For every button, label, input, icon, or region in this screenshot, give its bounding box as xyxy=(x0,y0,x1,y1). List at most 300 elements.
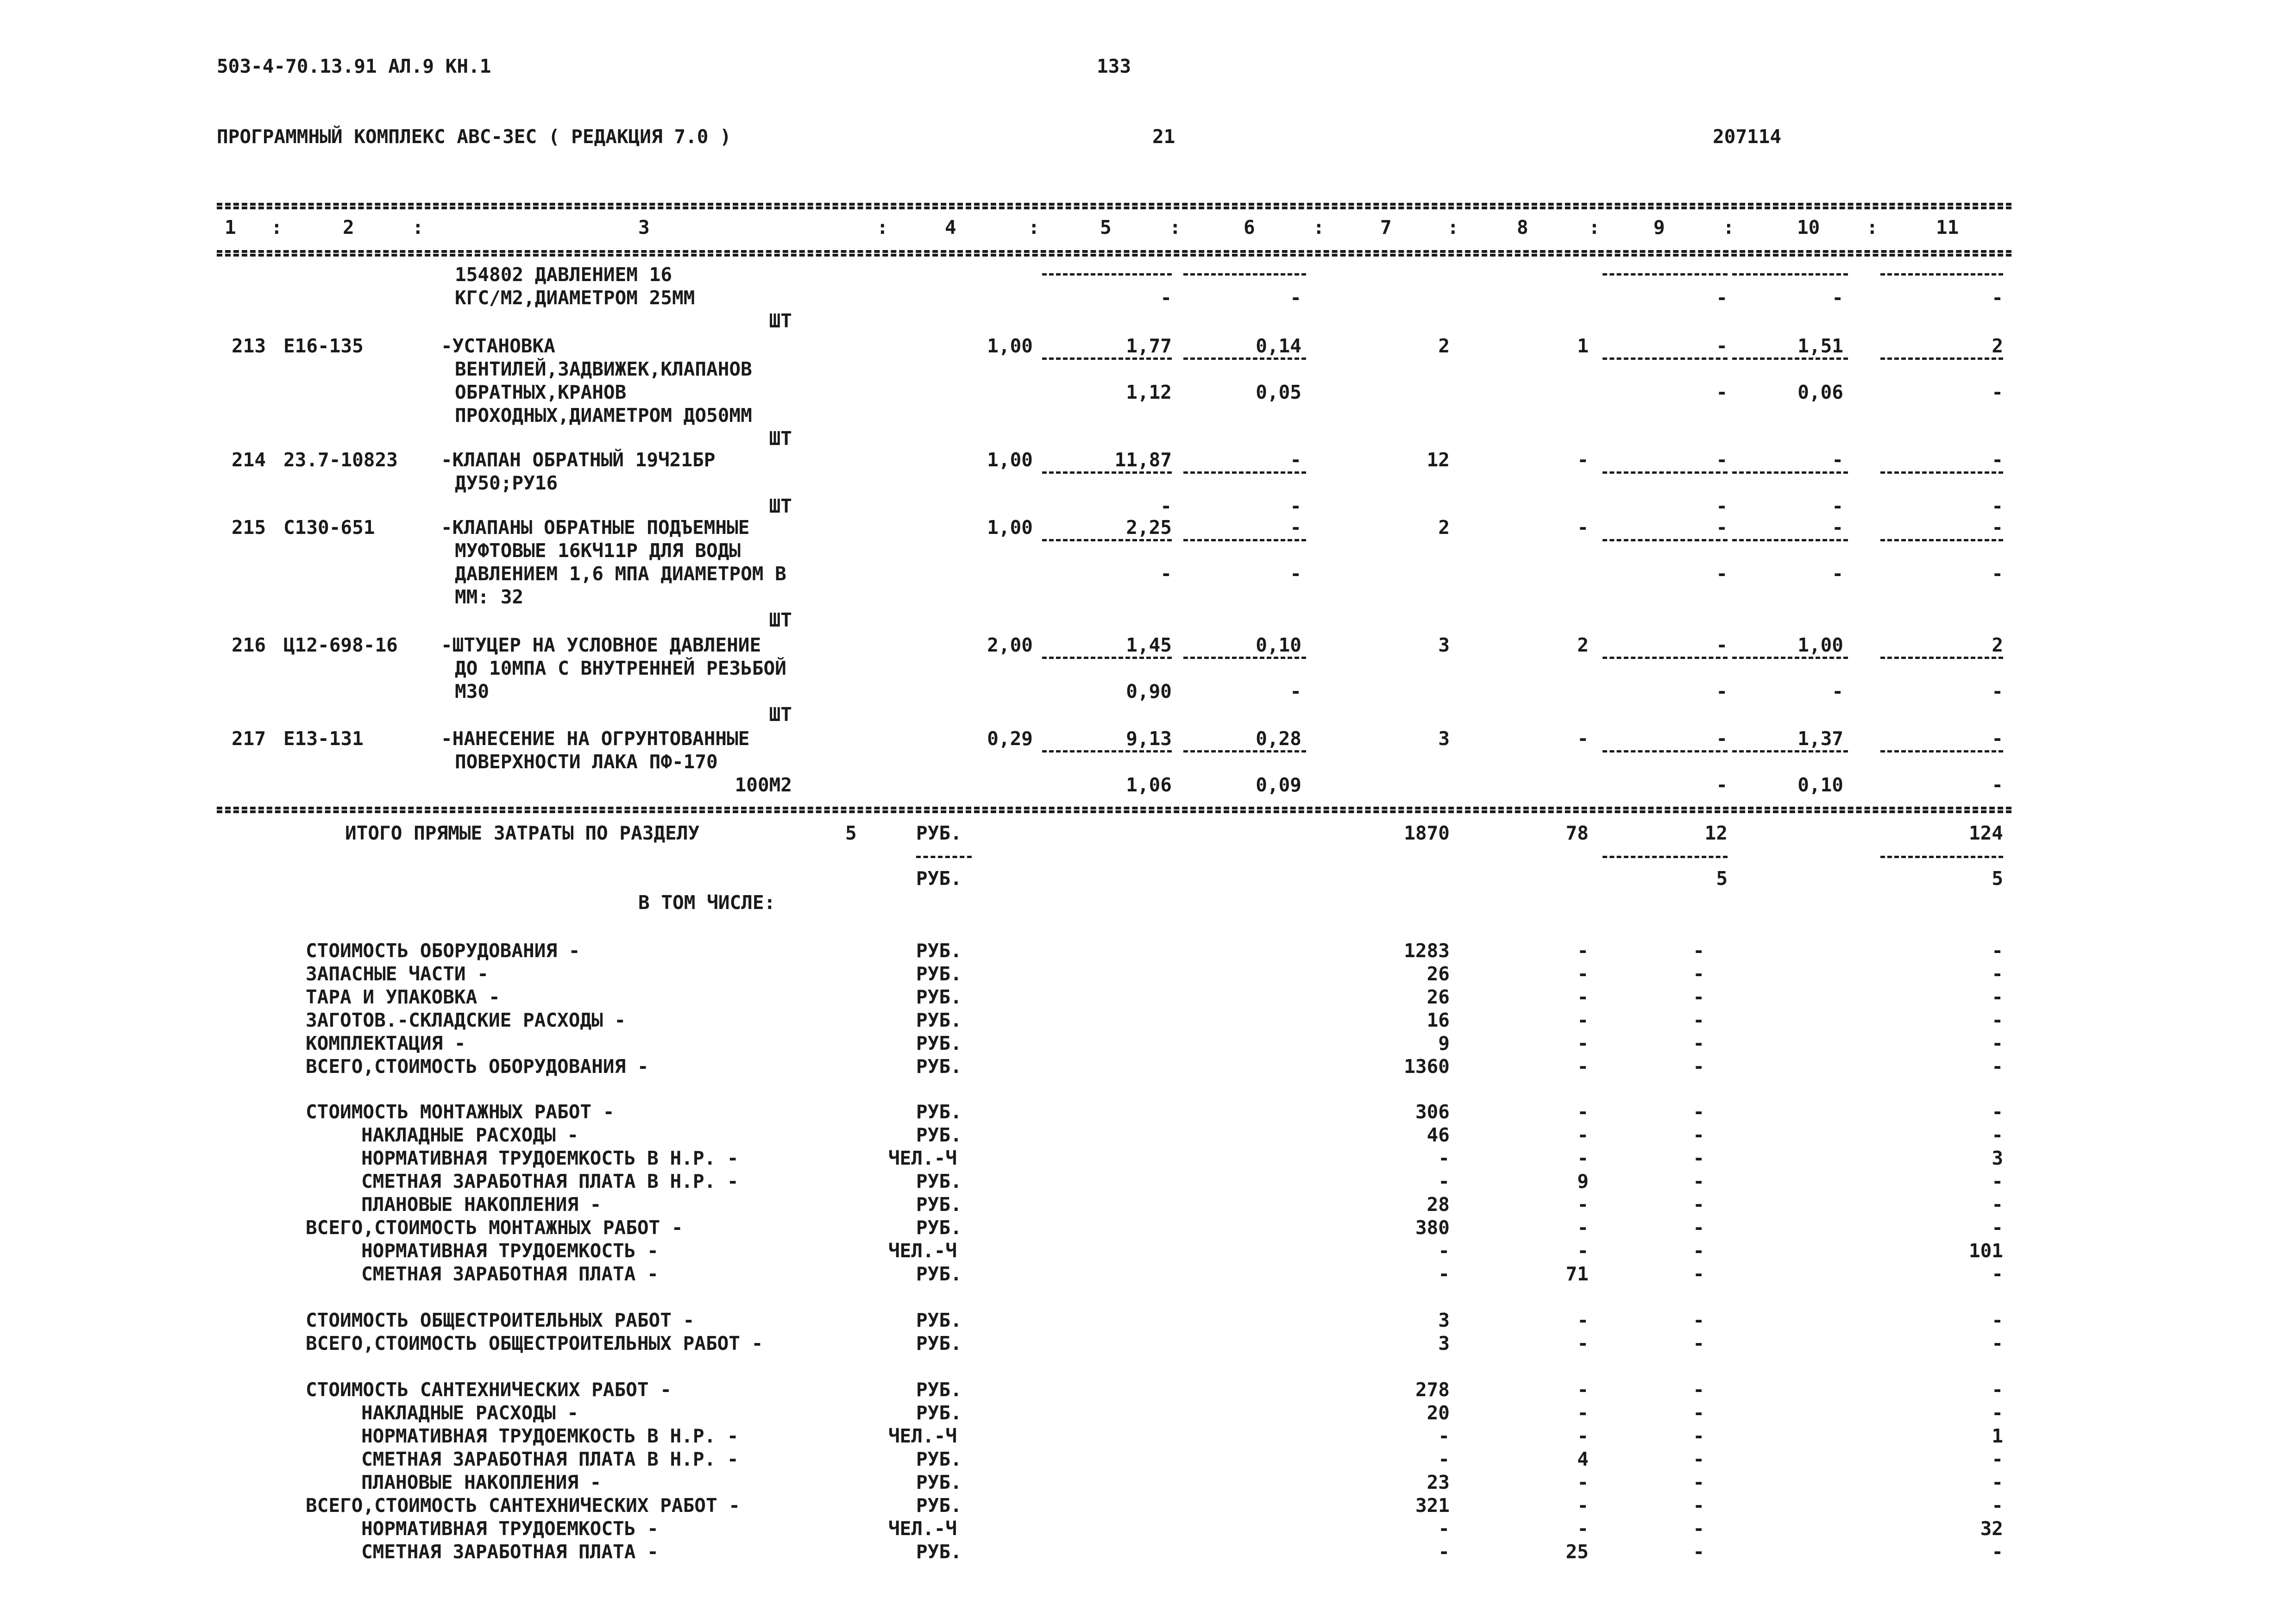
item-unit: 100М2 xyxy=(735,774,792,796)
summary-col7: 46 xyxy=(1427,1124,1450,1146)
summary-col7: - xyxy=(1438,1448,1450,1470)
item-desc-line: М30 xyxy=(455,680,490,702)
summary-unit: РУБ. xyxy=(916,1494,962,1517)
summary-unit: РУБ. xyxy=(916,1101,962,1123)
totals-col11: 124 xyxy=(1968,822,2003,844)
doc-code: 503-4-70.13.91 АЛ.9 КН.1 xyxy=(217,55,491,77)
summary-col7: 278 xyxy=(1415,1379,1450,1401)
item-qty: 0,29 xyxy=(987,727,1033,750)
totals-section: 5 xyxy=(845,822,857,844)
item-c7: 2 xyxy=(1438,516,1450,539)
summary-label: КОМПЛЕКТАЦИЯ - xyxy=(306,1032,466,1054)
item-c9-rule xyxy=(1603,539,1728,541)
item-c11: - xyxy=(1992,516,2003,539)
item-desc-line: ДО 10МПА С ВНУТРЕННЕЙ РЕЗЬБОЙ xyxy=(455,657,786,679)
summary-col7: - xyxy=(1438,1147,1450,1169)
summary-label: СМЕТНАЯ ЗАРАБОТНАЯ ПЛАТА - xyxy=(361,1263,659,1285)
column-number-4: 4 xyxy=(945,216,956,238)
item-c11-rule xyxy=(1880,471,2003,474)
item-c9-rule xyxy=(1603,471,1728,474)
totals-unit: РУБ. xyxy=(916,822,962,844)
continuation-desc-line: 154802 ДАВЛЕНИЕМ 16 xyxy=(455,263,672,286)
summary-unit: РУБ. xyxy=(916,1055,962,1078)
item-unit: ШТ xyxy=(769,703,792,726)
item-number: 215 xyxy=(232,516,266,539)
summary-col7: - xyxy=(1438,1240,1450,1262)
summary-label: НОРМАТИВНАЯ ТРУДОЕМКОСТЬ В Н.Р. - xyxy=(361,1147,739,1169)
summary-col9: - xyxy=(1693,1332,1704,1354)
column-number-9: 9 xyxy=(1653,216,1665,238)
item-qty: 1,00 xyxy=(987,449,1033,471)
summary-unit: ЧЕЛ.-Ч xyxy=(888,1425,957,1447)
summary-col9: - xyxy=(1693,1124,1704,1146)
totals-col8: 78 xyxy=(1565,822,1589,844)
item-c5-rule xyxy=(1042,539,1172,541)
column-separator: : xyxy=(412,216,424,238)
item-c10: - xyxy=(1832,516,1843,539)
item-c7: 2 xyxy=(1438,335,1450,357)
continuation-col11-rule xyxy=(1880,273,2003,276)
summary-col11: - xyxy=(1992,1009,2003,1031)
summary-col8: - xyxy=(1577,940,1589,962)
column-number-8: 8 xyxy=(1517,216,1528,238)
item-c9b: - xyxy=(1716,563,1728,585)
item-c6b: - xyxy=(1290,495,1301,517)
item-qty: 1,00 xyxy=(987,516,1033,539)
item-desc-line: -УСТАНОВКА xyxy=(441,335,555,357)
item-qty: 1,00 xyxy=(987,335,1033,357)
item-c10-rule xyxy=(1732,657,1848,659)
summary-col7: 3 xyxy=(1438,1309,1450,1331)
item-c5: 9,13 xyxy=(1126,727,1172,750)
item-c5b: - xyxy=(1160,495,1172,517)
item-c6: - xyxy=(1290,449,1301,471)
summary-col11: 101 xyxy=(1968,1240,2003,1262)
summary-unit: РУБ. xyxy=(916,1193,962,1216)
column-number-1: 1 xyxy=(225,216,236,238)
summary-col7: 23 xyxy=(1427,1471,1450,1493)
item-c6-rule xyxy=(1183,471,1306,474)
summary-unit: РУБ. xyxy=(916,1124,962,1146)
summary-col8: - xyxy=(1577,1379,1589,1401)
item-c7: 3 xyxy=(1438,727,1450,750)
item-c5-rule xyxy=(1042,657,1172,659)
summary-col8: - xyxy=(1577,1517,1589,1540)
item-c5b: - xyxy=(1160,563,1172,585)
item-c6: 0,28 xyxy=(1256,727,1301,750)
continuation-c6-dash: - xyxy=(1290,287,1301,309)
summary-label: ТАРА И УПАКОВКА - xyxy=(306,986,500,1008)
summary-col8: - xyxy=(1577,1124,1589,1146)
summary-col7: 1283 xyxy=(1404,940,1450,962)
item-c6: 0,10 xyxy=(1256,634,1301,656)
summary-col9: - xyxy=(1693,1170,1704,1192)
item-desc-line: -НАНЕСЕНИЕ НА ОГРУНТОВАННЫЕ xyxy=(441,727,750,750)
item-c11b: - xyxy=(1992,495,2003,517)
totals-col11-b: 5 xyxy=(1992,867,2003,890)
summary-col8: - xyxy=(1577,1471,1589,1493)
continuation-c10-dash: - xyxy=(1832,287,1843,309)
header-bottom-rule xyxy=(217,250,2011,253)
summary-col11: - xyxy=(1992,1216,2003,1239)
summary-col7: - xyxy=(1438,1541,1450,1563)
summary-col9: - xyxy=(1693,1193,1704,1216)
summary-col9: - xyxy=(1693,1425,1704,1447)
summary-col11: - xyxy=(1992,1448,2003,1470)
item-c10: - xyxy=(1832,449,1843,471)
item-desc-line: ОБРАТНЫХ,КРАНОВ xyxy=(455,381,627,403)
summary-unit: РУБ. xyxy=(916,1263,962,1285)
totals-col11-rule xyxy=(1880,856,2003,858)
summary-label: СТОИМОСТЬ САНТЕХНИЧЕСКИХ РАБОТ - xyxy=(306,1379,672,1401)
summary-label: ВСЕГО,СТОИМОСТЬ ОБОРУДОВАНИЯ - xyxy=(306,1055,649,1078)
summary-col8: - xyxy=(1577,1309,1589,1331)
item-unit: ШТ xyxy=(769,495,792,517)
column-number-3: 3 xyxy=(638,216,650,238)
summary-col9: - xyxy=(1693,1379,1704,1401)
column-number-10: 10 xyxy=(1797,216,1820,238)
summary-label: ВСЕГО,СТОИМОСТЬ САНТЕХНИЧЕСКИХ РАБОТ - xyxy=(306,1494,740,1517)
summary-label: СМЕТНАЯ ЗАРАБОТНАЯ ПЛАТА В Н.Р. - xyxy=(361,1170,739,1192)
item-number: 214 xyxy=(232,449,266,471)
summary-col8: - xyxy=(1577,1009,1589,1031)
summary-unit: ЧЕЛ.-Ч xyxy=(888,1240,957,1262)
summary-col7: - xyxy=(1438,1517,1450,1540)
summary-unit: РУБ. xyxy=(916,1379,962,1401)
column-separator: : xyxy=(1169,216,1181,238)
continuation-unit: ШТ xyxy=(769,310,792,332)
item-qty: 2,00 xyxy=(987,634,1033,656)
item-c9: - xyxy=(1716,727,1728,750)
summary-unit: РУБ. xyxy=(916,1402,962,1424)
column-number-6: 6 xyxy=(1244,216,1255,238)
summary-col11: - xyxy=(1992,1402,2003,1424)
summary-col7: 321 xyxy=(1415,1494,1450,1517)
item-c5b: 1,12 xyxy=(1126,381,1172,403)
item-desc-line: ДУ50;РУ16 xyxy=(455,472,558,494)
item-c10: 1,00 xyxy=(1797,634,1843,656)
summary-label: НАКЛАДНЫЕ РАСХОДЫ - xyxy=(361,1124,578,1146)
summary-unit: РУБ. xyxy=(916,1170,962,1192)
item-c10b: - xyxy=(1832,680,1843,702)
item-c11: 2 xyxy=(1992,335,2003,357)
summary-col8: 4 xyxy=(1577,1448,1589,1470)
totals-col9-rule xyxy=(1603,856,1728,858)
summary-unit: РУБ. xyxy=(916,1471,962,1493)
item-c10-rule xyxy=(1732,750,1848,752)
summary-label: СТОИМОСТЬ ОБОРУДОВАНИЯ - xyxy=(306,940,580,962)
summary-col11: - xyxy=(1992,1193,2003,1216)
item-c5: 2,25 xyxy=(1126,516,1172,539)
summary-label: НАКЛАДНЫЕ РАСХОДЫ - xyxy=(361,1402,578,1424)
item-c8: - xyxy=(1577,516,1589,539)
item-desc-line: -ШТУЦЕР НА УСЛОВНОЕ ДАВЛЕНИЕ xyxy=(441,634,761,656)
summary-col11: - xyxy=(1992,963,2003,985)
summary-col7: 28 xyxy=(1427,1193,1450,1216)
summary-col7: 26 xyxy=(1427,986,1450,1008)
summary-col11: - xyxy=(1992,1032,2003,1054)
summary-col9: - xyxy=(1693,1541,1704,1563)
column-separator: : xyxy=(1313,216,1325,238)
summary-col8: - xyxy=(1577,1494,1589,1517)
page-number: 133 xyxy=(1097,55,1131,77)
item-c11: - xyxy=(1992,727,2003,750)
continuation-c11-dash: - xyxy=(1992,287,2003,309)
item-code: 23.7-10823 xyxy=(283,449,398,471)
item-c11: - xyxy=(1992,449,2003,471)
item-desc-line: -КЛАПАН ОБРАТНЫЙ 19Ч21БР xyxy=(441,449,716,471)
summary-label: НОРМАТИВНАЯ ТРУДОЕМКОСТЬ - xyxy=(361,1517,659,1540)
summary-col9: - xyxy=(1693,1309,1704,1331)
summary-unit: РУБ. xyxy=(916,940,962,962)
totals-subtitle: В ТОМ ЧИСЛЕ: xyxy=(638,891,776,914)
item-c10b: 0,10 xyxy=(1797,774,1843,796)
item-c9: - xyxy=(1716,516,1728,539)
item-c11-rule xyxy=(1880,539,2003,541)
item-c9b: - xyxy=(1716,774,1728,796)
summary-col11: - xyxy=(1992,1379,2003,1401)
continuation-col5-rule xyxy=(1042,273,1172,276)
column-number-11: 11 xyxy=(1936,216,1959,238)
item-c5: 1,77 xyxy=(1126,335,1172,357)
summary-col9: - xyxy=(1693,1055,1704,1078)
item-desc-line: ПОВЕРХНОСТИ ЛАКА ПФ-170 xyxy=(455,751,718,773)
item-desc-line: МУФТОВЫЕ 16КЧ11Р ДЛЯ ВОДЫ xyxy=(455,539,741,562)
summary-col11: - xyxy=(1992,1309,2003,1331)
item-c10: 1,51 xyxy=(1797,335,1843,357)
summary-col7: - xyxy=(1438,1425,1450,1447)
document-code: 207114 xyxy=(1713,125,1782,148)
item-c7: 3 xyxy=(1438,634,1450,656)
summary-col11: - xyxy=(1992,1494,2003,1517)
item-c5: 11,87 xyxy=(1114,449,1172,471)
item-c11b: - xyxy=(1992,680,2003,702)
summary-col11: 1 xyxy=(1992,1425,2003,1447)
item-c10-rule xyxy=(1732,539,1848,541)
item-desc-line: ПРОХОДНЫХ,ДИАМЕТРОМ ДО50ММ xyxy=(455,404,752,426)
item-c9: - xyxy=(1716,634,1728,656)
summary-col7: - xyxy=(1438,1170,1450,1192)
column-number-7: 7 xyxy=(1380,216,1392,238)
summary-col9: - xyxy=(1693,1263,1704,1285)
summary-col8: - xyxy=(1577,1216,1589,1239)
item-c9-rule xyxy=(1603,357,1728,360)
summary-unit: РУБ. xyxy=(916,1541,962,1563)
summary-col7: 20 xyxy=(1427,1402,1450,1424)
summary-col11: - xyxy=(1992,1541,2003,1563)
column-number-5: 5 xyxy=(1100,216,1112,238)
summary-unit: ЧЕЛ.-Ч xyxy=(888,1517,957,1540)
item-number: 217 xyxy=(232,727,266,750)
summary-label: ВСЕГО,СТОИМОСТЬ МОНТАЖНЫХ РАБОТ - xyxy=(306,1216,683,1239)
summary-label: СТОИМОСТЬ ОБЩЕСТРОИТЕЛЬНЫХ РАБОТ - xyxy=(306,1309,695,1331)
summary-col8: 25 xyxy=(1565,1541,1589,1563)
summary-label: СМЕТНАЯ ЗАРАБОТНАЯ ПЛАТА - xyxy=(361,1541,659,1563)
item-c6-rule xyxy=(1183,357,1306,360)
continuation-col9-rule xyxy=(1603,273,1728,276)
item-c8: 2 xyxy=(1577,634,1589,656)
summary-col9: - xyxy=(1693,1216,1704,1239)
column-separator: : xyxy=(1447,216,1459,238)
continuation-desc-line: КГС/М2,ДИАМЕТРОМ 25ММ xyxy=(455,287,695,309)
summary-label: ВСЕГО,СТОИМОСТЬ ОБЩЕСТРОИТЕЛЬНЫХ РАБОТ - xyxy=(306,1332,763,1354)
summary-unit: РУБ. xyxy=(916,1009,962,1031)
summary-col8: - xyxy=(1577,1193,1589,1216)
item-c5b: 0,90 xyxy=(1126,680,1172,702)
summary-col8: - xyxy=(1577,1101,1589,1123)
item-c8: - xyxy=(1577,727,1589,750)
totals-top-rule-2 xyxy=(217,810,2011,813)
item-unit: ШТ xyxy=(769,427,792,450)
item-c9b: - xyxy=(1716,680,1728,702)
summary-col7: 9 xyxy=(1438,1032,1450,1054)
summary-col7: 306 xyxy=(1415,1101,1450,1123)
item-code: Е16-135 xyxy=(283,335,364,357)
item-c11-rule xyxy=(1880,750,2003,752)
totals-label: ИТОГО ПРЯМЫЕ ЗАТРАТЫ ПО РАЗДЕЛУ xyxy=(345,822,700,844)
summary-col8: - xyxy=(1577,963,1589,985)
summary-col8: - xyxy=(1577,1032,1589,1054)
item-c6b: 0,05 xyxy=(1256,381,1301,403)
item-code: Ц12-698-16 xyxy=(283,634,398,656)
item-c10-rule xyxy=(1732,357,1848,360)
item-code: Е13-131 xyxy=(283,727,364,750)
item-c8: 1 xyxy=(1577,335,1589,357)
summary-col9: - xyxy=(1693,963,1704,985)
item-c11b: - xyxy=(1992,774,2003,796)
summary-label: ПЛАНОВЫЕ НАКОПЛЕНИЯ - xyxy=(361,1471,602,1493)
totals-col9-b: 5 xyxy=(1716,867,1728,890)
item-c8: - xyxy=(1577,449,1589,471)
continuation-c9-dash: - xyxy=(1716,287,1728,309)
item-c11b: - xyxy=(1992,563,2003,585)
column-separator: : xyxy=(877,216,888,238)
item-c5b: 1,06 xyxy=(1126,774,1172,796)
item-c6-rule xyxy=(1183,539,1306,541)
summary-unit: РУБ. xyxy=(916,1332,962,1354)
item-c9-rule xyxy=(1603,750,1728,752)
summary-col11: - xyxy=(1992,1101,2003,1123)
item-c5-rule xyxy=(1042,750,1172,752)
summary-col8: - xyxy=(1577,1425,1589,1447)
summary-unit: ЧЕЛ.-Ч xyxy=(888,1147,957,1169)
item-c7: 12 xyxy=(1427,449,1450,471)
summary-label: СТОИМОСТЬ МОНТАЖНЫХ РАБОТ - xyxy=(306,1101,615,1123)
summary-col9: - xyxy=(1693,1402,1704,1424)
summary-col8: 71 xyxy=(1565,1263,1589,1285)
summary-label: НОРМАТИВНАЯ ТРУДОЕМКОСТЬ - xyxy=(361,1240,659,1262)
totals-col9: 12 xyxy=(1704,822,1728,844)
totals-unit-2: РУБ. xyxy=(916,867,962,890)
summary-unit: РУБ. xyxy=(916,986,962,1008)
summary-col7: - xyxy=(1438,1263,1450,1285)
item-c10: 1,37 xyxy=(1797,727,1843,750)
summary-col11: - xyxy=(1992,940,2003,962)
item-c10b: - xyxy=(1832,495,1843,517)
column-separator: : xyxy=(1589,216,1600,238)
summary-col8: - xyxy=(1577,1147,1589,1169)
summary-label: ЗАГОТОВ.-СКЛАДСКИЕ РАСХОДЫ - xyxy=(306,1009,626,1031)
item-c9: - xyxy=(1716,449,1728,471)
item-c9: - xyxy=(1716,335,1728,357)
continuation-col10-rule xyxy=(1732,273,1848,276)
item-c10b: 0,06 xyxy=(1797,381,1843,403)
item-c9b: - xyxy=(1716,381,1728,403)
summary-unit: РУБ. xyxy=(916,963,962,985)
summary-col8: - xyxy=(1577,986,1589,1008)
summary-label: ЗАПАСНЫЕ ЧАСТИ - xyxy=(306,963,489,985)
summary-col9: - xyxy=(1693,1494,1704,1517)
summary-col11: - xyxy=(1992,1124,2003,1146)
sheet-number: 21 xyxy=(1152,125,1175,148)
summary-col9: - xyxy=(1693,1517,1704,1540)
item-desc-line: ВЕНТИЛЕЙ,ЗАДВИЖЕК,КЛАПАНОВ xyxy=(455,358,752,380)
summary-col11: 3 xyxy=(1992,1147,2003,1169)
header-bottom-rule-2 xyxy=(217,254,2011,257)
column-separator: : xyxy=(1723,216,1735,238)
table-top-rule xyxy=(217,203,2011,206)
item-c5-rule xyxy=(1042,357,1172,360)
summary-label: СМЕТНАЯ ЗАРАБОТНАЯ ПЛАТА В Н.Р. - xyxy=(361,1448,739,1470)
summary-col8: - xyxy=(1577,1402,1589,1424)
summary-col8: 9 xyxy=(1577,1170,1589,1192)
continuation-c5-dash: - xyxy=(1160,287,1172,309)
summary-unit: РУБ. xyxy=(916,1309,962,1331)
item-code: С130-651 xyxy=(283,516,375,539)
column-separator: : xyxy=(1867,216,1878,238)
summary-col11: - xyxy=(1992,1170,2003,1192)
summary-col11: - xyxy=(1992,1055,2003,1078)
summary-col11: 32 xyxy=(1980,1517,2003,1540)
column-separator: : xyxy=(1028,216,1040,238)
summary-col11: - xyxy=(1992,1471,2003,1493)
summary-col9: - xyxy=(1693,986,1704,1008)
summary-unit: РУБ. xyxy=(916,1032,962,1054)
summary-col8: - xyxy=(1577,1055,1589,1078)
item-c11: 2 xyxy=(1992,634,2003,656)
summary-col9: - xyxy=(1693,1471,1704,1493)
item-c10-rule xyxy=(1732,471,1848,474)
item-desc-line: -КЛАПАНЫ ОБРАТНЫЕ ПОДЪЕМНЫЕ xyxy=(441,516,750,539)
column-number-2: 2 xyxy=(343,216,354,238)
summary-col7: 26 xyxy=(1427,963,1450,985)
item-c11b: - xyxy=(1992,381,2003,403)
item-c9-rule xyxy=(1603,657,1728,659)
item-c6-rule xyxy=(1183,750,1306,752)
item-c6: 0,14 xyxy=(1256,335,1301,357)
item-c6-rule xyxy=(1183,657,1306,659)
summary-col7: 16 xyxy=(1427,1009,1450,1031)
item-c11-rule xyxy=(1880,657,2003,659)
summary-col8: - xyxy=(1577,1240,1589,1262)
item-c11-rule xyxy=(1880,357,2003,360)
item-desc-line: ДАВЛЕНИЕМ 1,6 МПА ДИАМЕТРОМ В xyxy=(455,563,786,585)
summary-label: ПЛАНОВЫЕ НАКОПЛЕНИЯ - xyxy=(361,1193,602,1216)
summary-col7: 380 xyxy=(1415,1216,1450,1239)
item-c5: 1,45 xyxy=(1126,634,1172,656)
totals-col7: 1870 xyxy=(1404,822,1450,844)
item-c6b: - xyxy=(1290,563,1301,585)
summary-col11: - xyxy=(1992,1332,2003,1354)
item-c10b: - xyxy=(1832,563,1843,585)
program-title: ПРОГРАММНЫЙ КОМПЛЕКС АВС-3ЕС ( РЕДАКЦИЯ 7.0 ) xyxy=(217,125,731,148)
summary-col7: 1360 xyxy=(1404,1055,1450,1078)
summary-col9: - xyxy=(1693,1009,1704,1031)
summary-col11: - xyxy=(1992,1263,2003,1285)
totals-unit-rule xyxy=(916,856,972,858)
summary-col7: 3 xyxy=(1438,1332,1450,1354)
summary-col9: - xyxy=(1693,1147,1704,1169)
